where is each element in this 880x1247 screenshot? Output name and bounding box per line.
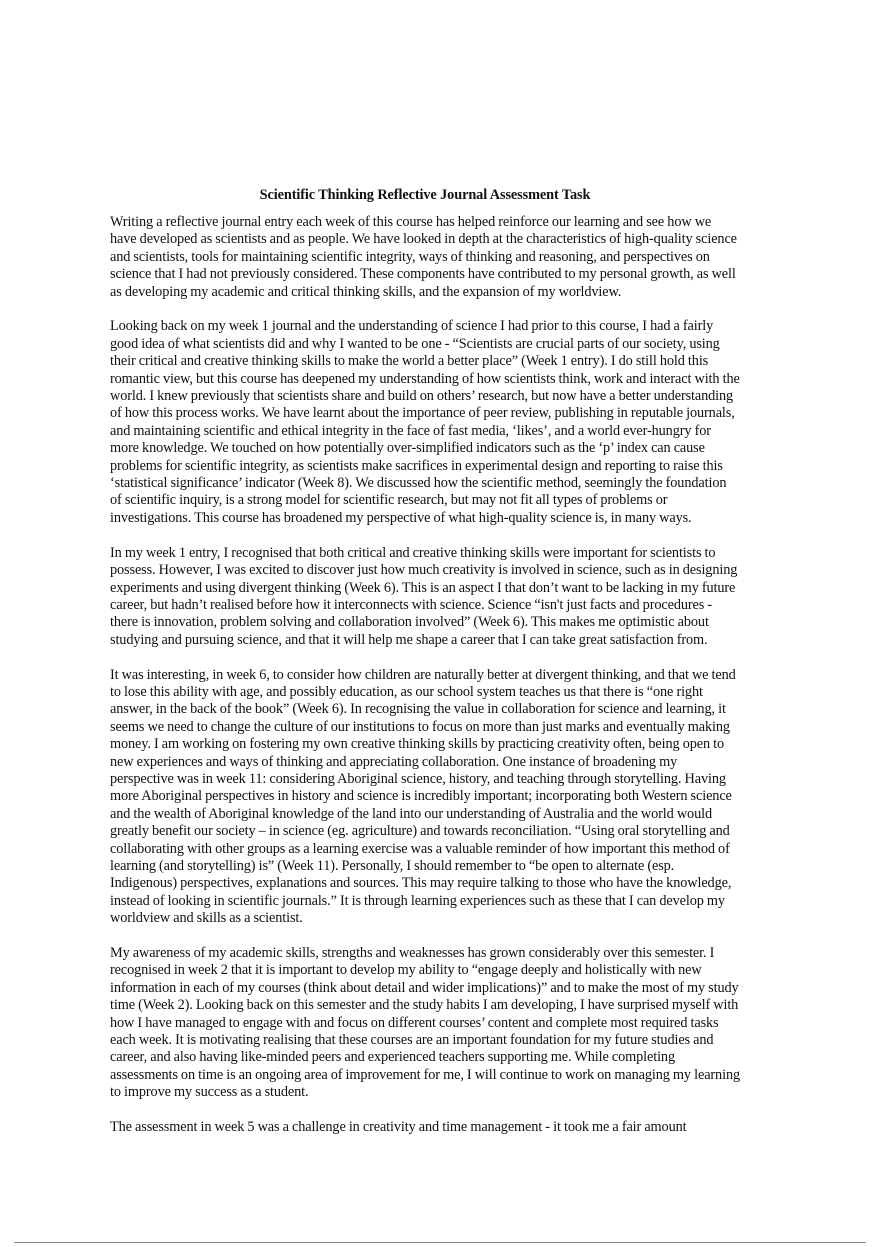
paragraph-intro: Writing a reflective journal entry each week of this course has helped reinforce our learning and see how we have developed as scientists and as people. We have looked in depth at the characteristics of high-quality science and scientists, tools for maintaining scientific integrity, ways of thinking and reasoning, and perspectives on science that I had not previously considered. These components have contributed to my personal growth, as well as developing my academic and critical thinking skills, and the expansion of my worldview. bbox=[110, 214, 737, 300]
paragraph-academic-skills: My awareness of my academic skills, strengths and weaknesses has grown considerably over this semester. I recognised in week 2 that it is important to develop my ability to “engage deeply and holistically with new information in each of my courses (think about detail and wider implications)” and to make the most of my study time (Week 2). Looking back on this semester and the study habits I am developing, I have surprised myself with how I have managed to engage with and focus on different courses’ content and complete most required tasks each week. It is motivating realising that these courses are an important foundation for my future studies and career, and also having like-minded peers and experienced teachers supporting me. While completing assessments on time is an ongoing area of improvement for me, I will continue to work on managing my learning to improve my success as a student. bbox=[110, 945, 740, 1101]
paragraph-divergent-thinking: It was interesting, in week 6, to consider how children are naturally better at divergent thinking, and that we tend to lose this ability with age, and possibly education, as our school system teaches us that there is “one right answer, in the back of the book” (Week 6). In recognising the value in collaboration for science and learning, it seems we need to change the culture of our institutions to focus on more than just marks and eventually making money. I am working on fostering my own creative thinking skills by practicing creativity often, being open to new experiences and ways of thinking and appreciating collaboration. One instance of broadening my perspective was in week 11: considering Aboriginal science, history, and teaching through storytelling. Having more Aboriginal perspectives in history and science is incredibly important; incorporating both Western science and the wealth of Aboriginal knowledge of the land into our understanding of Australia and the world would greatly benefit our society – in science (eg. agriculture) and towards reconciliation. “Using oral storytelling and collaborating with other groups as a learning exercise was a valuable reminder of how important this method of learning (and storytelling) is” (Week 11). Personally, I should remember to “be open to alternate (esp. Indigenous) perspectives, explanations and sources. This may require talking to those who have the knowledge, instead of looking in scientific journals.” It is through learning experiences such as these that I can develop my worldview and skills as a scientist. bbox=[110, 666, 736, 927]
paragraph-week5-assessment: The assessment in week 5 was a challenge in creativity and time management - it took me a fair amount bbox=[110, 1119, 687, 1136]
document-body bbox=[110, 187, 740, 1154]
page-bottom-divider bbox=[14, 1242, 866, 1243]
paragraph-week1-reflection: Looking back on my week 1 journal and the understanding of science I had prior to this course, I had a fairly good idea of what scientists did and why I wanted to be one - “Scientists are crucial parts of our society, using their critical and creative thinking skills to make the world a better place” (Week 1 entry). I do still hold this romantic view, but this course has deepened my understanding of how scientists think, work and interact with the world. I knew previously that scientists share and build on others’ research, but now have a better understanding of how this process works. We have learnt about the importance of peer review, publishing in reputable journals, and maintaining scientific and ethical integrity in the face of fast media, ‘likes’, and a world ever-hungry for more knowledge. We touched on how potentially over-simplified indicators such as the ‘p’ index can cause problems for scientific integrity, as scientists make sacrifices in experimental design and reporting to raise this ‘statistical significance’ indicator (Week 8). We discussed how the scientific method, seemingly the foundation of scientific inquiry, is a strong model for scientific research, but may not fit all types of problems or investigations. This course has broadened my perspective of what high-quality science is, in many ways. bbox=[110, 318, 740, 526]
document-title: Scientific Thinking Reflective Journal Assessment Task bbox=[259, 187, 591, 203]
paragraph-creative-thinking: In my week 1 entry, I recognised that both critical and creative thinking skills were important for scientists to possess. However, I was excited to discover just how much creativity is involved in science, such as in designing experiments and using divergent thinking (Week 6). This is an aspect I that don’t want to be lacking in my future career, but hadn’t realised before how it interconnects with science. Science “isn't just facts and procedures - there is innovation, problem solving and collaboration involved” (Week 6). This makes me optimistic about studying and pursuing science, and that it will help me shape a career that I can take great satisfaction from. bbox=[110, 544, 738, 648]
